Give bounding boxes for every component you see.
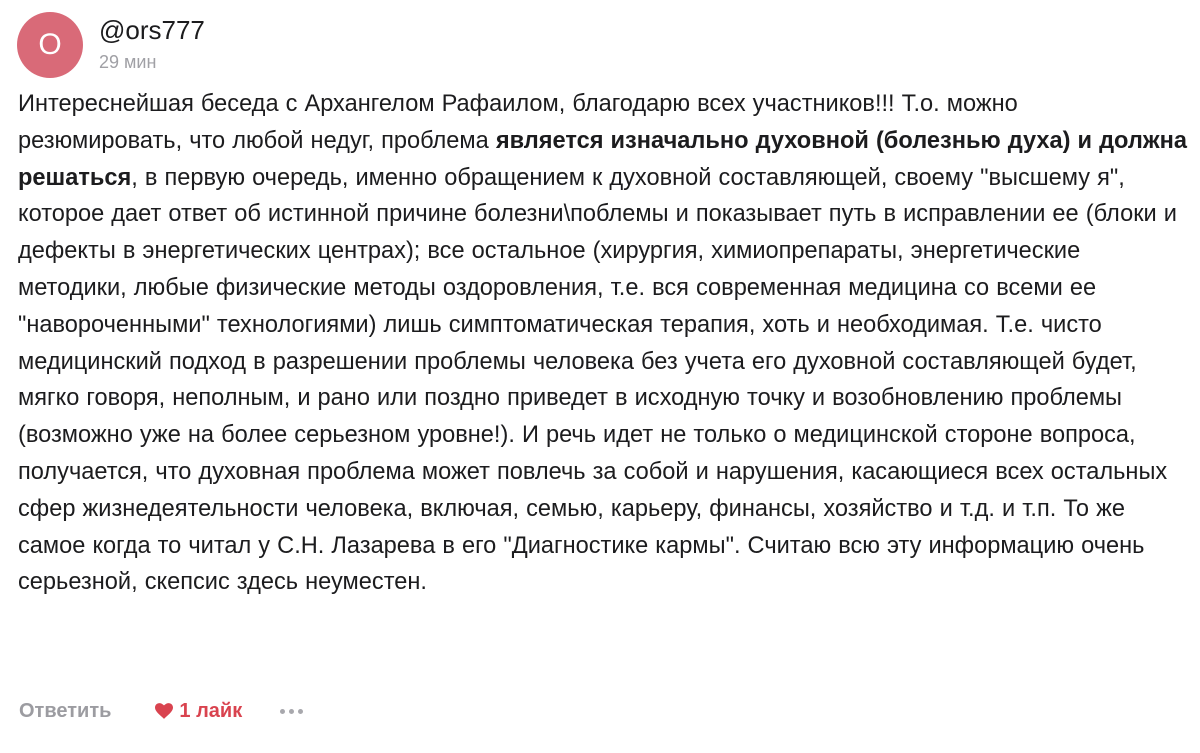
dot xyxy=(289,709,294,714)
reply-button[interactable]: Ответить xyxy=(19,699,112,722)
comment-text xyxy=(18,86,1188,601)
timestamp: 29 мин xyxy=(99,52,157,72)
like-count: 1 лайк xyxy=(179,699,243,722)
heart-icon xyxy=(155,703,173,719)
dot xyxy=(298,709,303,714)
comment-actions xyxy=(19,696,303,726)
comment-text-part-2: , в первую очередь, именно обращением к духовной составляющей, своему "высшему я", которое дает ответ об истинной причине болезни\поблемы и показывает путь в исправлении ее (блоки и дефекты в энергетических центрах); все остальное (хирургия, химиопрепараты, энергетические методики, любые физические методы оздоровления, т.е. вся современная медицина со всеми ее "навороченными" технологиями) лишь симптоматическая терапия, хоть и необходимая. Т.е. чисто медицинский подход в разрешении проблемы человека без учета его духовной составляющей будет, мягко говоря, неполным, и рано или поздно приведет в исходную точку и возобновлению проблемы (возможно уже на более серьезном уровне!). И речь идет не только о медицинской стороне вопроса, получается, что духовная проблема может повлечь за собой и нарушения, касающиеся всех остальных сфер жизнедеятельности человека, включая, семью, карьеру, финансы, хозяйство и т.д. и т.п. То же самое когда то читал у С.Н. Лазарева в его "Диагностике кармы". Считаю всю эту информацию очень серьезной, скепсис здесь неуместен. xyxy=(18,164,1177,596)
avatar[interactable]: O xyxy=(17,12,83,78)
username-link[interactable]: @ors777 xyxy=(99,15,205,45)
comment-text-part-1: Интереснейшая беседа с Архангелом Рафаилом, благодарю всех участников!!! Т.о. можно резюмировать, что любой недуг, проблема xyxy=(18,91,1018,154)
comment-text-bold: является изначально духовной (болезнью духа) и должна решаться xyxy=(18,127,1187,191)
dot xyxy=(280,709,285,714)
more-dots-icon[interactable] xyxy=(280,701,303,721)
like-button[interactable] xyxy=(155,700,242,723)
